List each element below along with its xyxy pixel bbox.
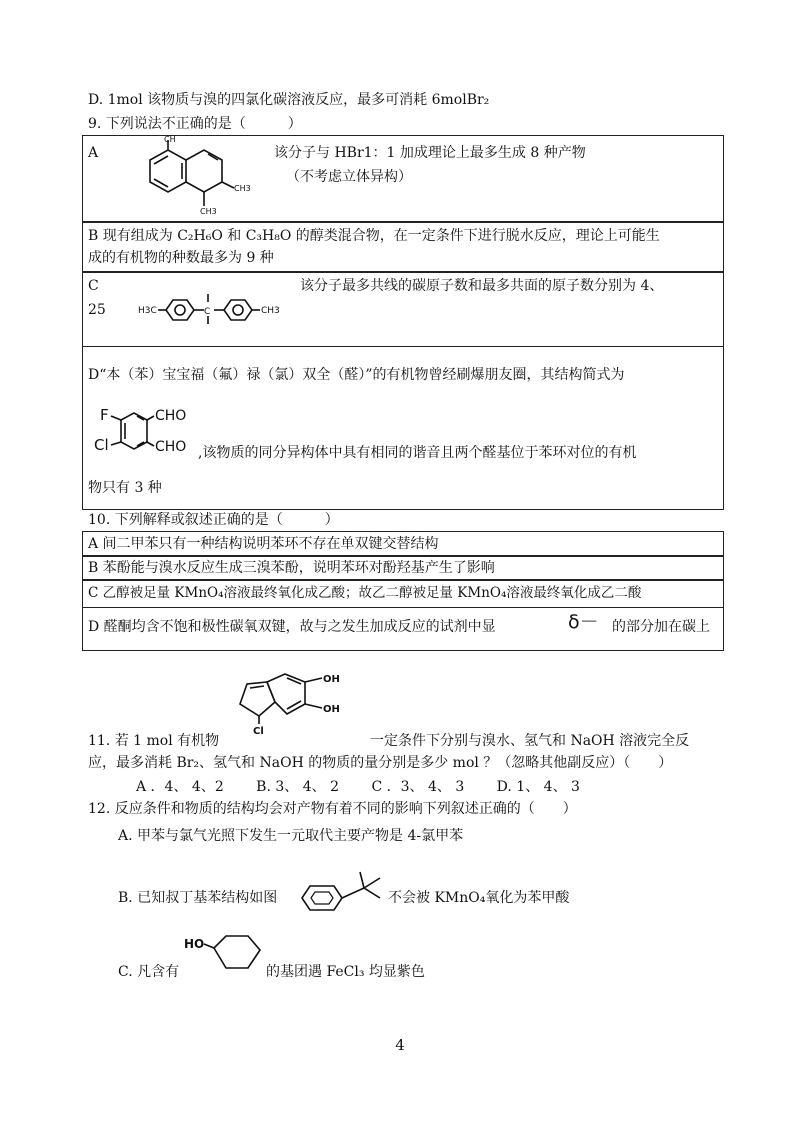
q9-c-text: 该分子最多共线的碳原子数和最多共面的原子数分别为 4、 bbox=[300, 278, 664, 294]
q12-option-c-2: 的基团遇 FeCl₃ 均显紫色 bbox=[266, 964, 425, 980]
q10-stem: 10. 下列解释或叙述正确的是（ ） bbox=[88, 512, 339, 528]
oh-bottom-label: OH bbox=[323, 704, 340, 715]
q12-option-c-1: C. 凡含有 bbox=[118, 964, 180, 980]
q9-c-structure bbox=[138, 288, 298, 338]
fluoro-label: F bbox=[100, 406, 109, 424]
q9-d-line-1: D“本（苯）宝宝福（氟）禄（氯）双全（醛）”的有机物曾经刷爆朋友圈，其结构简式为 bbox=[88, 367, 625, 383]
option-d-previous: D. 1mol 该物质与溴的四氯化碳溶液反应，最多可消耗 6molBr₂ bbox=[88, 92, 490, 108]
q12-stem: 12. 反应条件和物质的结构均会对产物有着不同的影响下列叙述正确的（ ） bbox=[88, 801, 577, 817]
ho-label: HO bbox=[184, 937, 205, 951]
q9-a-structure bbox=[130, 135, 270, 218]
q9-a-text-2: （不考虑立体异构） bbox=[286, 169, 412, 185]
q9-d-line-2: ,该物质的同分异构体中具有相同的谐音且两个醛基位于苯环对位的有机 bbox=[198, 445, 637, 461]
q9-stem: 9. 下列说法不正确的是（ ） bbox=[88, 116, 302, 132]
q9-c-label: C bbox=[88, 278, 99, 294]
q10-delta-minus: δ－ bbox=[568, 611, 599, 633]
cl-label: Cl bbox=[253, 726, 264, 737]
q12-tert-butylbenzene bbox=[298, 868, 388, 914]
q10-option-d: D 醛酮均含不饱和极性碳氧双键，故与之发生加成反应的试剂中显 bbox=[88, 619, 496, 635]
q11-line-2: 应，最多消耗 Br₂、氢气和 NaOH 的物质的量分别是多少 mol ？（忽略其他副反应）（ ） bbox=[88, 755, 673, 771]
ch3-right-label: CH3 bbox=[234, 184, 251, 193]
q12-option-b-2: 不会被 KMnO₄氧化为苯甲酸 bbox=[388, 890, 570, 906]
q12-cyclohexanol bbox=[180, 922, 270, 986]
q11-options: A ．4、 4、2 B. 3、 4、 2 C ．3、 4、 3 D. 1、 4、 3 bbox=[136, 779, 580, 795]
ch3-bottom-label: CH3 bbox=[200, 207, 217, 216]
q11-line-1a: 11. 若 1 mol 有机物 bbox=[88, 733, 220, 749]
center-carbon-label: C bbox=[204, 307, 211, 317]
q11-structure bbox=[226, 668, 366, 738]
q9-c-text-2: 25 bbox=[88, 302, 106, 318]
q10-option-c: C 乙醇被足量 KMnO₄溶液最终氧化成乙酸；故乙二醇被足量 KMnO₄溶液最终氧化成乙二酸 bbox=[88, 585, 642, 601]
q9-a-text-1: 该分子与 HBr1：1 加成理论上最多生成 8 种产物 bbox=[274, 145, 586, 161]
q9-a-label: A bbox=[88, 145, 99, 161]
ch3-top-label: CH bbox=[164, 135, 176, 144]
oh-top-label: OH bbox=[323, 674, 340, 685]
q12-option-b-1: B. 已知叔丁基苯结构如图 bbox=[118, 890, 278, 906]
q10-option-b: B 苯酚能与溴水反应生成三溴苯酚，说明苯环对酚羟基产生了影响 bbox=[88, 560, 495, 576]
page-number: 4 bbox=[395, 1036, 405, 1054]
q9-d-structure bbox=[90, 404, 210, 464]
q10-option-d-end: 的部分加在碳上 bbox=[612, 619, 710, 635]
q12-option-a: A. 甲苯与氯气光照下发生一元取代主要产物是 4-氯甲苯 bbox=[118, 828, 464, 844]
cho-top-label: CHO bbox=[155, 408, 187, 424]
q9-d-line-3: 物只有 3 种 bbox=[88, 480, 162, 496]
ch3-label: CH3 bbox=[261, 306, 280, 316]
q10-option-a: A 间二甲苯只有一种结构说明苯环不存在单双键交替结构 bbox=[88, 536, 439, 552]
q11-line-1b: 一定条件下分别与溴水、氢气和 NaOH 溶液完全反 bbox=[370, 733, 690, 749]
q9-b-line-1: B 现有组成为 C₂H₆O 和 C₃H₈O 的醇类混合物，在一定条件下进行脱水反应，理论上可能生 bbox=[88, 228, 660, 244]
chloro-label: Cl bbox=[94, 436, 109, 454]
cho-bottom-label: CHO bbox=[155, 439, 187, 455]
h3c-label: H3C bbox=[138, 306, 157, 316]
q9-b-line-2: 成的有机物的种数最多为 9 种 bbox=[88, 250, 274, 266]
